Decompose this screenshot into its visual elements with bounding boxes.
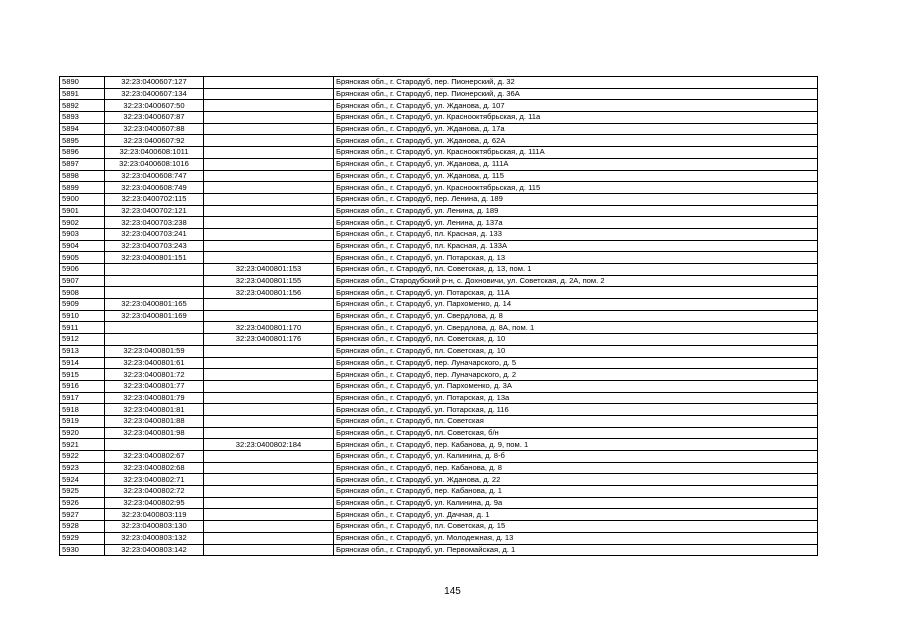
address-cell: Брянская обл., г. Стародуб, пл. Красная, д. 133А [334, 240, 818, 252]
row-number-cell: 5895 [60, 135, 105, 147]
address-cell: Брянская обл., г. Стародуб, пер. Кабанова, д. 9, пом. 1 [334, 439, 818, 451]
table-row [60, 486, 818, 498]
row-number-cell: 5908 [60, 287, 105, 299]
row-number-cell: 5912 [60, 334, 105, 346]
cadastral-number-cell: 32:23:0400803:130 [105, 521, 204, 533]
table-row [60, 310, 818, 322]
address-cell: Брянская обл., г. Стародуб, пл. Советская, б/н [334, 427, 818, 439]
table-row [60, 287, 818, 299]
cadastral-number-cell [105, 334, 204, 346]
premises-cadastral-number-cell: 32:23:0400801:153 [204, 264, 334, 276]
premises-cadastral-number-cell [204, 112, 334, 124]
premises-cadastral-number-cell: 32:23:0400802:184 [204, 439, 334, 451]
row-number-cell: 5920 [60, 427, 105, 439]
address-cell: Брянская обл., г. Стародуб, ул. Свердлова, д. 8А, пом. 1 [334, 322, 818, 334]
address-cell: Брянская обл., г. Стародуб, ул. Молодежная, д. 13 [334, 532, 818, 544]
address-cell: Брянская обл., г. Стародуб, ул. Жданова, д. 111А [334, 158, 818, 170]
address-cell: Брянская обл., г. Стародуб, ул. Пархоменко, д. 14 [334, 299, 818, 311]
table-row [60, 100, 818, 112]
premises-cadastral-number-cell: 32:23:0400801:156 [204, 287, 334, 299]
table-row [60, 474, 818, 486]
premises-cadastral-number-cell [204, 170, 334, 182]
premises-cadastral-number-cell [204, 345, 334, 357]
premises-cadastral-number-cell: 32:23:0400801:176 [204, 334, 334, 346]
table-row [60, 205, 818, 217]
cadastral-number-cell: 32:23:0400802:95 [105, 497, 204, 509]
table-row [60, 415, 818, 427]
cadastral-number-cell [105, 439, 204, 451]
row-number-cell: 5929 [60, 532, 105, 544]
cadastral-number-cell: 32:23:0400608:1016 [105, 158, 204, 170]
cadastral-number-cell: 32:23:0400702:115 [105, 193, 204, 205]
row-number-cell: 5913 [60, 345, 105, 357]
row-number-cell: 5900 [60, 193, 105, 205]
table-row [60, 112, 818, 124]
page-number: 145 [444, 586, 461, 597]
premises-cadastral-number-cell [204, 415, 334, 427]
premises-cadastral-number-cell [204, 205, 334, 217]
premises-cadastral-number-cell [204, 147, 334, 159]
address-cell: Брянская обл., г. Стародуб, ул. Жданова, д. 115 [334, 170, 818, 182]
premises-cadastral-number-cell [204, 380, 334, 392]
cadastral-number-cell [105, 287, 204, 299]
cadastral-number-cell: 32:23:0400801:79 [105, 392, 204, 404]
cadastral-number-cell: 32:23:0400801:77 [105, 380, 204, 392]
table-row [60, 462, 818, 474]
cadastral-number-cell: 32:23:0400802:72 [105, 486, 204, 498]
table-row [60, 135, 818, 147]
premises-cadastral-number-cell [204, 486, 334, 498]
row-number-cell: 5909 [60, 299, 105, 311]
cadastral-number-cell: 32:23:0400607:134 [105, 88, 204, 100]
row-number-cell: 5922 [60, 451, 105, 463]
table-row [60, 123, 818, 135]
premises-cadastral-number-cell [204, 193, 334, 205]
row-number-cell: 5919 [60, 415, 105, 427]
row-number-cell: 5927 [60, 509, 105, 521]
cadastral-number-cell: 32:23:0400607:127 [105, 77, 204, 89]
premises-cadastral-number-cell [204, 474, 334, 486]
table-row [60, 252, 818, 264]
table-row [60, 228, 818, 240]
row-number-cell: 5904 [60, 240, 105, 252]
cadastral-number-cell: 32:23:0400803:142 [105, 544, 204, 556]
cadastral-number-cell [105, 264, 204, 276]
row-number-cell: 5898 [60, 170, 105, 182]
row-number-cell: 5901 [60, 205, 105, 217]
row-number-cell: 5899 [60, 182, 105, 194]
table-row [60, 357, 818, 369]
premises-cadastral-number-cell [204, 217, 334, 229]
address-cell: Брянская обл., г. Стародуб, ул. Жданова, д. 22 [334, 474, 818, 486]
table-row [60, 532, 818, 544]
address-cell: Брянская обл., г. Стародуб, ул. Потарская, д. 11А [334, 287, 818, 299]
address-cell: Брянская обл., г. Стародуб, ул. Краснооктябрьская, д. 115 [334, 182, 818, 194]
address-cell: Брянская обл., г. Стародуб, пл. Красная, д. 133 [334, 228, 818, 240]
row-number-cell: 5930 [60, 544, 105, 556]
cadastral-number-cell [105, 322, 204, 334]
premises-cadastral-number-cell [204, 158, 334, 170]
table-row [60, 509, 818, 521]
row-number-cell: 5910 [60, 310, 105, 322]
row-number-cell: 5926 [60, 497, 105, 509]
cadastral-number-cell: 32:23:0400703:243 [105, 240, 204, 252]
address-cell: Брянская обл., г. Стародуб, ул. Краснооктябрьская, д. 11а [334, 112, 818, 124]
cadastral-number-cell [105, 275, 204, 287]
table-row [60, 322, 818, 334]
premises-cadastral-number-cell [204, 451, 334, 463]
row-number-cell: 5906 [60, 264, 105, 276]
row-number-cell: 5890 [60, 77, 105, 89]
table-row [60, 497, 818, 509]
row-number-cell: 5916 [60, 380, 105, 392]
premises-cadastral-number-cell [204, 299, 334, 311]
address-cell: Брянская обл., г. Стародуб, ул. Калинина, д. 9а [334, 497, 818, 509]
table-row [60, 264, 818, 276]
cadastral-number-cell: 32:23:0400803:132 [105, 532, 204, 544]
address-cell: Брянская обл., г. Стародуб, пл. Советская [334, 415, 818, 427]
table-row [60, 392, 818, 404]
table-row [60, 544, 818, 556]
cadastral-number-cell: 32:23:0400801:88 [105, 415, 204, 427]
premises-cadastral-number-cell [204, 252, 334, 264]
cadastral-number-cell: 32:23:0400802:68 [105, 462, 204, 474]
cadastral-number-cell: 32:23:0400801:98 [105, 427, 204, 439]
premises-cadastral-number-cell [204, 532, 334, 544]
table-row [60, 170, 818, 182]
row-number-cell: 5924 [60, 474, 105, 486]
cadastral-number-cell: 32:23:0400702:121 [105, 205, 204, 217]
table-row [60, 427, 818, 439]
row-number-cell: 5891 [60, 88, 105, 100]
premises-cadastral-number-cell: 32:23:0400801:170 [204, 322, 334, 334]
table-row [60, 193, 818, 205]
premises-cadastral-number-cell [204, 228, 334, 240]
row-number-cell: 5893 [60, 112, 105, 124]
row-number-cell: 5903 [60, 228, 105, 240]
cadastral-number-cell: 32:23:0400608:749 [105, 182, 204, 194]
row-number-cell: 5911 [60, 322, 105, 334]
row-number-cell: 5894 [60, 123, 105, 135]
address-cell: Брянская обл., г. Стародуб, пер. Кабанова, д. 8 [334, 462, 818, 474]
address-cell: Брянская обл., г. Стародуб, ул. Потарская, д. 13а [334, 392, 818, 404]
registry-table [59, 76, 818, 556]
row-number-cell: 5905 [60, 252, 105, 264]
cadastral-number-cell: 32:23:0400608:1011 [105, 147, 204, 159]
table-row [60, 439, 818, 451]
table-row [60, 158, 818, 170]
table-row [60, 147, 818, 159]
premises-cadastral-number-cell [204, 521, 334, 533]
address-cell: Брянская обл., г. Стародуб, ул. Пархоменко, д. 3А [334, 380, 818, 392]
cadastral-number-cell: 32:23:0400703:238 [105, 217, 204, 229]
table-row [60, 77, 818, 89]
premises-cadastral-number-cell [204, 310, 334, 322]
cadastral-number-cell: 32:23:0400801:169 [105, 310, 204, 322]
premises-cadastral-number-cell [204, 462, 334, 474]
premises-cadastral-number-cell [204, 100, 334, 112]
cadastral-number-cell: 32:23:0400607:88 [105, 123, 204, 135]
address-cell: Брянская обл., Стародубский р-н, с. Дохновичи, ул. Советская, д. 2А, пом. 2 [334, 275, 818, 287]
table-row [60, 88, 818, 100]
premises-cadastral-number-cell [204, 404, 334, 416]
address-cell: Брянская обл., г. Стародуб, ул. Калинина, д. 8-б [334, 451, 818, 463]
table-row [60, 217, 818, 229]
address-cell: Брянская обл., г. Стародуб, пл. Советская, д. 15 [334, 521, 818, 533]
address-cell: Брянская обл., г. Стародуб, пл. Советская, д. 13, пом. 1 [334, 264, 818, 276]
address-cell: Брянская обл., г. Стародуб, пер. Луначарского, д. 2 [334, 369, 818, 381]
premises-cadastral-number-cell [204, 77, 334, 89]
address-cell: Брянская обл., г. Стародуб, ул. Ленина, д. 189 [334, 205, 818, 217]
address-cell: Брянская обл., г. Стародуб, пер. Ленина, д. 189 [334, 193, 818, 205]
row-number-cell: 5892 [60, 100, 105, 112]
table-row [60, 299, 818, 311]
cadastral-number-cell: 32:23:0400801:151 [105, 252, 204, 264]
address-cell: Брянская обл., г. Стародуб, ул. Жданова, д. 17а [334, 123, 818, 135]
table-row [60, 404, 818, 416]
row-number-cell: 5915 [60, 369, 105, 381]
row-number-cell: 5896 [60, 147, 105, 159]
premises-cadastral-number-cell [204, 88, 334, 100]
row-number-cell: 5897 [60, 158, 105, 170]
address-cell: Брянская обл., г. Стародуб, ул. Жданова, д. 107 [334, 100, 818, 112]
premises-cadastral-number-cell [204, 497, 334, 509]
premises-cadastral-number-cell [204, 509, 334, 521]
premises-cadastral-number-cell [204, 182, 334, 194]
address-cell: Брянская обл., г. Стародуб, пер. Пионерский, д. 32 [334, 77, 818, 89]
address-cell: Брянская обл., г. Стародуб, пер. Луначарского, д. 5 [334, 357, 818, 369]
cadastral-number-cell: 32:23:0400801:72 [105, 369, 204, 381]
row-number-cell: 5923 [60, 462, 105, 474]
row-number-cell: 5921 [60, 439, 105, 451]
premises-cadastral-number-cell [204, 544, 334, 556]
cadastral-number-cell: 32:23:0400607:92 [105, 135, 204, 147]
cadastral-number-cell: 32:23:0400608:747 [105, 170, 204, 182]
row-number-cell: 5907 [60, 275, 105, 287]
premises-cadastral-number-cell [204, 427, 334, 439]
premises-cadastral-number-cell: 32:23:0400801:155 [204, 275, 334, 287]
cadastral-number-cell: 32:23:0400801:165 [105, 299, 204, 311]
row-number-cell: 5918 [60, 404, 105, 416]
cadastral-number-cell: 32:23:0400607:87 [105, 112, 204, 124]
address-cell: Брянская обл., г. Стародуб, ул. Краснооктябрьская, д. 111А [334, 147, 818, 159]
cadastral-number-cell: 32:23:0400802:67 [105, 451, 204, 463]
table-row [60, 345, 818, 357]
cadastral-number-cell: 32:23:0400801:61 [105, 357, 204, 369]
row-number-cell: 5902 [60, 217, 105, 229]
address-cell: Брянская обл., г. Стародуб, пер. Кабанова, д. 1 [334, 486, 818, 498]
table-row [60, 369, 818, 381]
row-number-cell: 5917 [60, 392, 105, 404]
registry-table-body [60, 77, 818, 556]
cadastral-number-cell: 32:23:0400801:81 [105, 404, 204, 416]
address-cell: Брянская обл., г. Стародуб, ул. Потарская, д. 116 [334, 404, 818, 416]
address-cell: Брянская обл., г. Стародуб, ул. Дачная, д. 1 [334, 509, 818, 521]
address-cell: Брянская обл., г. Стародуб, ул. Свердлова, д. 8 [334, 310, 818, 322]
address-cell: Брянская обл., г. Стародуб, ул. Жданова, д. 62А [334, 135, 818, 147]
cadastral-number-cell: 32:23:0400803:119 [105, 509, 204, 521]
premises-cadastral-number-cell [204, 357, 334, 369]
premises-cadastral-number-cell [204, 240, 334, 252]
table-row [60, 521, 818, 533]
row-number-cell: 5928 [60, 521, 105, 533]
address-cell: Брянская обл., г. Стародуб, пл. Советская, д. 10 [334, 334, 818, 346]
table-row [60, 380, 818, 392]
cadastral-number-cell: 32:23:0400607:50 [105, 100, 204, 112]
premises-cadastral-number-cell [204, 135, 334, 147]
address-cell: Брянская обл., г. Стародуб, ул. Первомайская, д. 1 [334, 544, 818, 556]
table-row [60, 334, 818, 346]
address-cell: Брянская обл., г. Стародуб, пл. Советская, д. 10 [334, 345, 818, 357]
premises-cadastral-number-cell [204, 369, 334, 381]
premises-cadastral-number-cell [204, 392, 334, 404]
row-number-cell: 5914 [60, 357, 105, 369]
address-cell: Брянская обл., г. Стародуб, ул. Ленина, д. 137а [334, 217, 818, 229]
table-row [60, 451, 818, 463]
premises-cadastral-number-cell [204, 123, 334, 135]
table-row [60, 182, 818, 194]
table-row [60, 240, 818, 252]
table-row [60, 275, 818, 287]
cadastral-number-cell: 32:23:0400703:241 [105, 228, 204, 240]
address-cell: Брянская обл., г. Стародуб, пер. Пионерский, д. 36А [334, 88, 818, 100]
cadastral-number-cell: 32:23:0400802:71 [105, 474, 204, 486]
cadastral-number-cell: 32:23:0400801:59 [105, 345, 204, 357]
address-cell: Брянская обл., г. Стародуб, ул. Потарская, д. 13 [334, 252, 818, 264]
row-number-cell: 5925 [60, 486, 105, 498]
